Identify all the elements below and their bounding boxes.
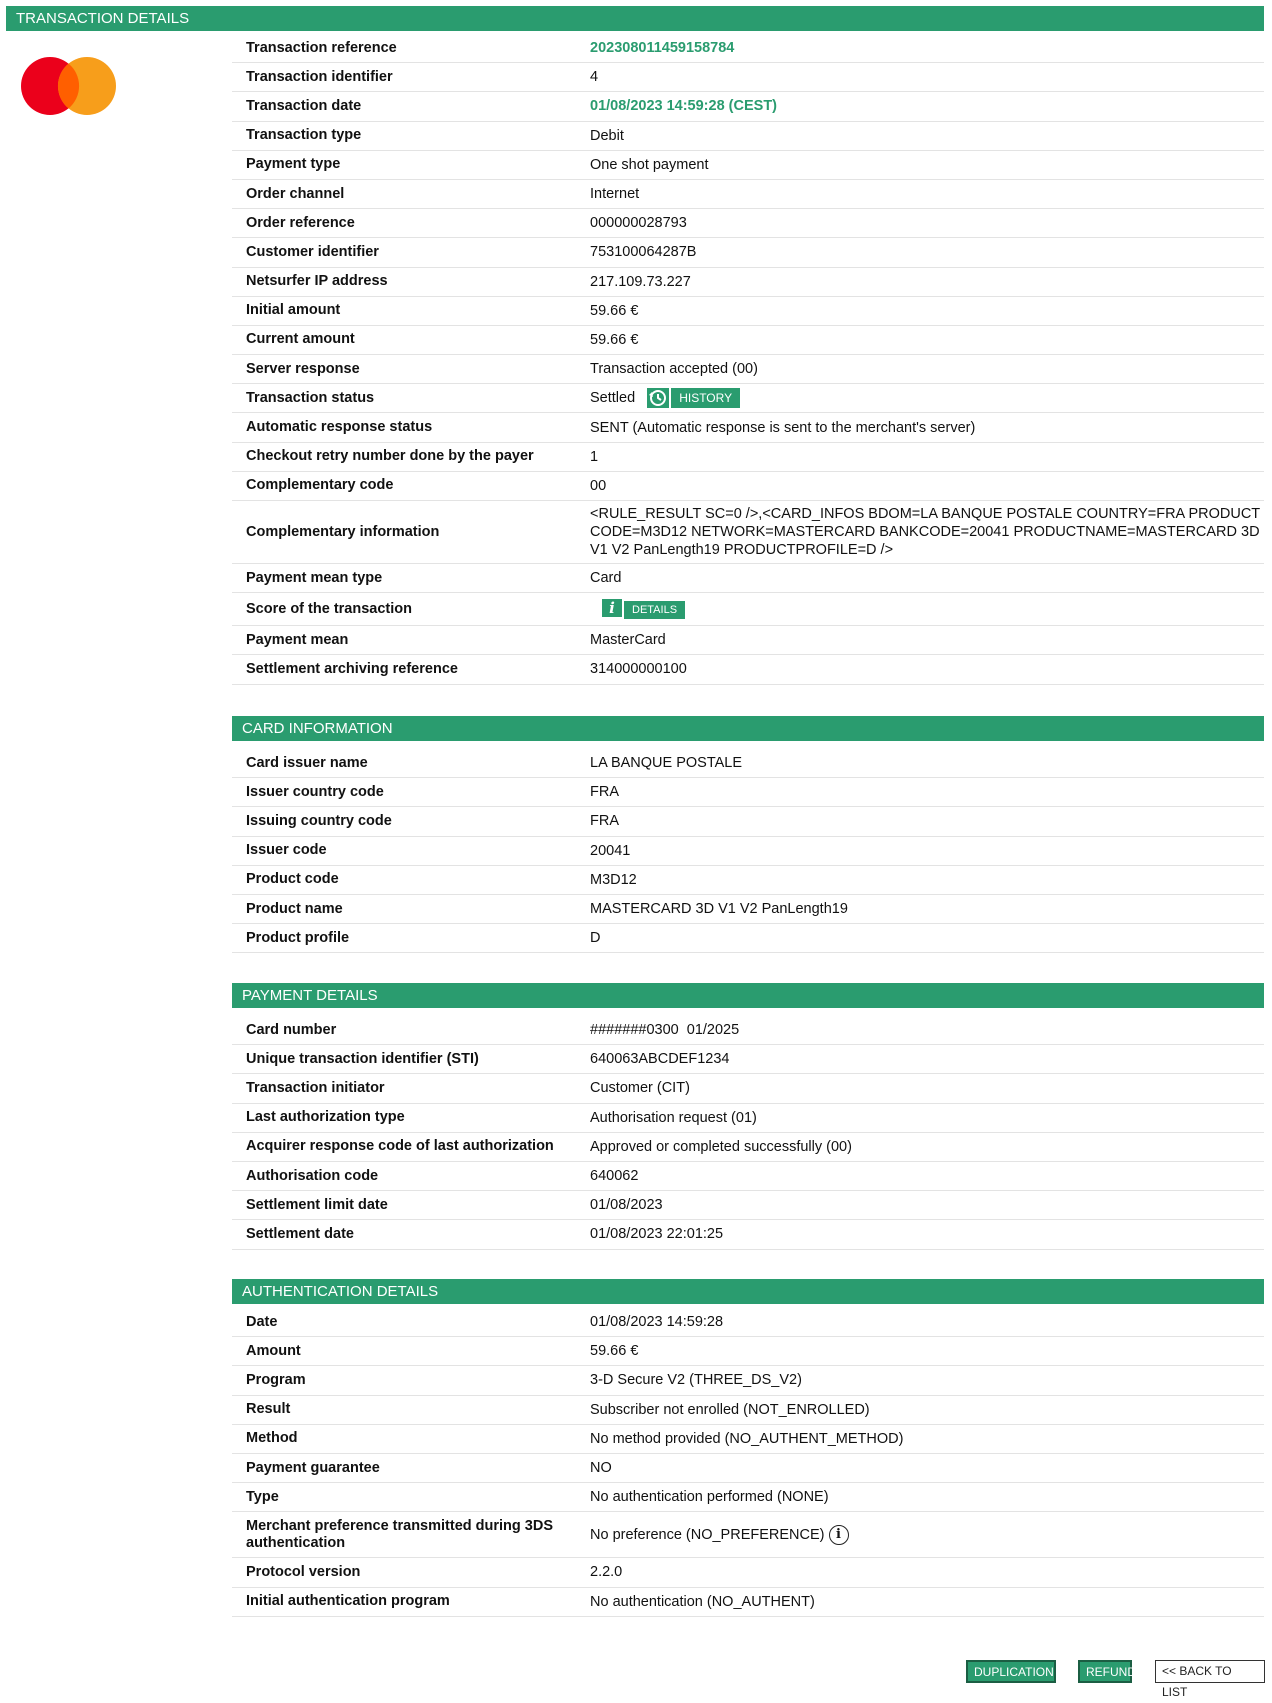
history-clock-icon[interactable] <box>647 388 669 408</box>
row-label: Score of the transaction <box>246 600 412 617</box>
table-row <box>232 1337 1264 1366</box>
row-label: Product profile <box>246 929 350 946</box>
row-label: Order reference <box>246 214 355 231</box>
table-row <box>232 297 1264 326</box>
row-value: No authentication performed (NONE) <box>590 1489 829 1506</box>
row-label: Protocol version <box>246 1563 361 1580</box>
row-label: Netsurfer IP address <box>246 273 388 290</box>
row-value: No method provided (NO_AUTHENT_METHOD) <box>590 1430 904 1447</box>
table-row <box>232 209 1264 238</box>
row-label: Card issuer name <box>246 754 368 771</box>
table-row <box>232 1483 1264 1512</box>
row-value: NO <box>590 1460 612 1477</box>
table-row <box>232 1074 1264 1103</box>
row-label: Authorisation code <box>246 1167 379 1184</box>
table-row <box>232 413 1264 442</box>
row-value: <RULE_RESULT SC=0 />,<CARD_INFOS BDOM=LA BANQUE POSTALE COUNTRY=FRA PRODUCTCODE=M3D12 NETWORK=MASTERCARD BANKCODE=20041 PRODUCTNAME=MASTERCARD 3D V1 V2 PanLength19 PRODUCTPROFILE=D /> <box>590 506 1261 558</box>
row-label: Transaction date <box>246 97 362 114</box>
row-label: Order channel <box>246 185 345 202</box>
row-value: SENT (Automatic response is sent to the merchant's server) <box>590 419 976 436</box>
row-value: 01/08/2023 14:59:28 <box>590 1314 724 1331</box>
row-value: 01/08/2023 22:01:25 <box>590 1226 724 1243</box>
row-label: Result <box>246 1401 291 1418</box>
row-label: Issuer code <box>246 842 327 859</box>
row-value: 59.66 € <box>590 302 639 319</box>
row-label: Settlement date <box>246 1225 354 1242</box>
row-value: 01/08/2023 <box>590 1197 663 1214</box>
table-row <box>232 924 1264 953</box>
row-value: 4 <box>590 69 599 86</box>
transaction-status-value: Settled <box>590 390 636 407</box>
info-circle-icon[interactable]: i <box>829 1525 849 1545</box>
row-label: Product code <box>246 871 339 888</box>
table-row <box>232 1366 1264 1395</box>
row-label: Payment mean type <box>246 569 383 586</box>
row-label: Program <box>246 1371 306 1388</box>
payment-details-table <box>232 1016 1264 1250</box>
merchant-preference-value: No preference (NO_PREFERENCE) <box>590 1526 825 1543</box>
row-label: Transaction identifier <box>246 68 393 85</box>
row-value: Approved or completed successfully (00) <box>590 1138 852 1155</box>
transaction-details-header: TRANSACTION DETAILS <box>6 6 1264 31</box>
row-value: MASTERCARD 3D V1 V2 PanLength19 <box>590 901 848 918</box>
row-value: 753100064287B <box>590 244 697 261</box>
row-value: 314000000100 <box>590 661 687 678</box>
row-label: Transaction status <box>246 389 375 406</box>
row-value: D <box>590 930 601 947</box>
row-label: Settlement archiving reference <box>246 660 458 677</box>
table-row <box>232 1396 1264 1425</box>
row-value: MasterCard <box>590 632 666 649</box>
row-label: Amount <box>246 1342 301 1359</box>
row-label: Initial amount <box>246 302 341 319</box>
back-to-list-button[interactable]: << BACK TO LIST <box>1155 1660 1265 1683</box>
table-row <box>232 384 1264 413</box>
table-row <box>232 1588 1264 1617</box>
row-value <box>577 1525 1264 1545</box>
table-row <box>232 1045 1264 1074</box>
table-row <box>232 34 1264 63</box>
details-button[interactable]: DETAILS <box>624 601 685 619</box>
table-row <box>232 655 1264 684</box>
row-label: Unique transaction identifier (STI) <box>246 1050 479 1067</box>
row-label: Transaction type <box>246 127 362 144</box>
row-value: Customer (CIT) <box>590 1080 690 1097</box>
table-row <box>232 1162 1264 1191</box>
row-value: 202308011459158784 <box>590 40 735 57</box>
table-row <box>232 807 1264 836</box>
table-row <box>232 355 1264 384</box>
row-label: Merchant preference transmitted during 3DS authentication <box>246 1517 553 1551</box>
table-row <box>232 1220 1264 1249</box>
row-value <box>577 599 1264 619</box>
row-value <box>577 388 1264 408</box>
table-row <box>232 837 1264 866</box>
row-value: 000000028793 <box>590 215 687 232</box>
table-row <box>232 443 1264 472</box>
table-row <box>232 180 1264 209</box>
mastercard-logo-icon <box>20 56 120 116</box>
row-value: 01/08/2023 14:59:28 (CEST) <box>590 98 777 115</box>
table-row <box>232 326 1264 355</box>
row-label: Acquirer response code of last authorization <box>246 1138 554 1155</box>
row-label: Payment type <box>246 156 341 173</box>
row-value: No authentication (NO_AUTHENT) <box>590 1593 815 1610</box>
payment-details-header: PAYMENT DETAILS <box>232 983 1264 1008</box>
table-row <box>232 1104 1264 1133</box>
row-value: Authorisation request (01) <box>590 1109 757 1126</box>
table-row <box>232 866 1264 895</box>
row-label: Date <box>246 1313 278 1330</box>
row-value: Card <box>590 570 622 587</box>
row-value: 2.2.0 <box>590 1564 623 1581</box>
row-label: Customer identifier <box>246 243 379 260</box>
row-value: FRA <box>590 784 619 801</box>
row-value: 217.109.73.227 <box>590 273 691 290</box>
table-row <box>232 472 1264 501</box>
table-row <box>232 1016 1264 1045</box>
authentication-details-table <box>232 1308 1264 1617</box>
row-value: M3D12 <box>590 871 637 888</box>
table-row <box>232 749 1264 778</box>
row-label: Issuer country code <box>246 783 384 800</box>
row-label: Checkout retry number done by the payer <box>246 448 534 465</box>
table-row <box>232 564 1264 593</box>
table-row <box>232 1512 1264 1558</box>
row-label: Transaction reference <box>246 39 397 56</box>
row-value: 59.66 € <box>590 331 639 348</box>
table-row <box>232 895 1264 924</box>
row-value: 00 <box>590 477 607 494</box>
row-label: Server response <box>246 360 360 377</box>
transaction-details-table <box>232 34 1264 685</box>
row-label: Initial authentication program <box>246 1593 450 1610</box>
refund-button[interactable]: REFUND <box>1078 1660 1132 1683</box>
row-value: 3-D Secure V2 (THREE_DS_V2) <box>590 1372 802 1389</box>
row-value: One shot payment <box>590 156 709 173</box>
duplication-button[interactable]: DUPLICATION <box>966 1660 1056 1683</box>
row-label: Payment guarantee <box>246 1459 380 1476</box>
row-value: Debit <box>590 127 624 144</box>
table-row <box>232 1133 1264 1162</box>
table-row <box>232 122 1264 151</box>
table-row <box>232 501 1264 564</box>
row-value: Transaction accepted (00) <box>590 361 758 378</box>
table-row <box>232 778 1264 807</box>
table-row <box>232 151 1264 180</box>
row-label: Complementary code <box>246 477 394 494</box>
row-value: 20041 <box>590 842 631 859</box>
row-label: Method <box>246 1430 298 1447</box>
history-button[interactable]: HISTORY <box>671 388 740 408</box>
row-value: 640063ABCDEF1234 <box>590 1051 730 1068</box>
row-label: Settlement limit date <box>246 1196 388 1213</box>
table-row <box>232 1558 1264 1587</box>
row-label: Last authorization type <box>246 1109 405 1126</box>
table-row <box>232 1191 1264 1220</box>
row-label: Automatic response status <box>246 419 433 436</box>
table-row <box>232 593 1264 626</box>
row-label: Type <box>246 1488 279 1505</box>
table-row <box>232 1308 1264 1337</box>
table-row <box>232 1454 1264 1483</box>
row-value: 640062 <box>590 1168 639 1185</box>
card-information-table <box>232 749 1264 953</box>
row-value: 59.66 € <box>590 1343 639 1360</box>
table-row <box>232 63 1264 92</box>
row-label: Issuing country code <box>246 812 392 829</box>
card-information-header: CARD INFORMATION <box>232 716 1264 741</box>
row-label: Product name <box>246 900 343 917</box>
row-label: Current amount <box>246 331 355 348</box>
table-row <box>232 1425 1264 1454</box>
authentication-details-header: AUTHENTICATION DETAILS <box>232 1279 1264 1304</box>
info-icon[interactable]: i <box>602 599 622 617</box>
row-value: Internet <box>590 186 640 203</box>
row-value: #######0300 01/2025 <box>590 1022 740 1039</box>
table-row <box>232 268 1264 297</box>
row-label: Card number <box>246 1021 337 1038</box>
row-value: FRA <box>590 813 619 830</box>
row-value: LA BANQUE POSTALE <box>590 755 743 772</box>
row-label: Transaction initiator <box>246 1079 385 1096</box>
table-row <box>232 238 1264 267</box>
table-row <box>232 626 1264 655</box>
row-value: 1 <box>590 448 599 465</box>
row-label: Complementary information <box>246 523 440 540</box>
row-value: Subscriber not enrolled (NOT_ENROLLED) <box>590 1401 870 1418</box>
row-label: Payment mean <box>246 631 349 648</box>
table-row <box>232 92 1264 121</box>
